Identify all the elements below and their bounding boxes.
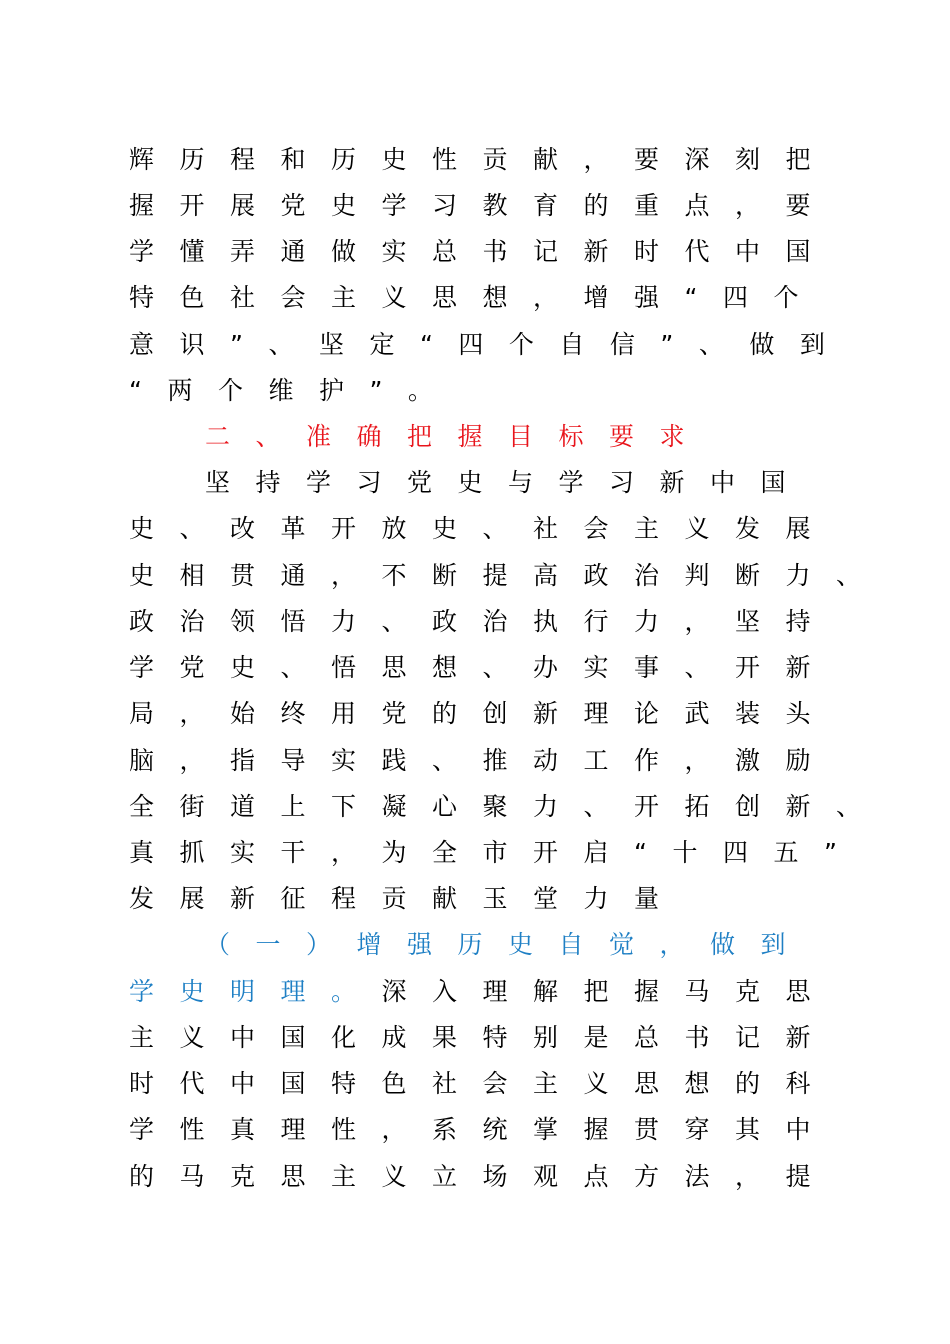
text-line <box>129 186 836 226</box>
text-segment: 坚持学习党史与学习新中国 <box>205 468 812 497</box>
text-segment: 政治领悟力、政治执行力，坚持 <box>129 607 837 636</box>
text-segment: 深入理解把握马克思 <box>381 977 837 1006</box>
text-line <box>129 879 685 919</box>
text-line <box>129 833 862 873</box>
heading-text: 二、准确把握目标要求 <box>205 422 711 451</box>
text-segment: “两个维护”。 <box>129 376 459 405</box>
text-line <box>129 972 836 1012</box>
text-segment: 学性真理性，系统掌握贯穿其中 <box>129 1115 837 1144</box>
text-segment: 意识”、坚定“四个自信”、做到 <box>129 330 851 359</box>
paragraph-first-line <box>205 463 811 503</box>
text-line <box>129 694 836 734</box>
text-line <box>129 232 836 272</box>
text-segment: 主义中国化成果特别是总书记新 <box>129 1023 837 1052</box>
text-segment: 脑，指导实践、推动工作，激励 <box>129 746 837 775</box>
subheading-text: 学史明理。 <box>129 977 382 1006</box>
text-line <box>129 602 836 642</box>
section-heading <box>205 417 710 457</box>
text-segment: 史相贯通，不断提高政治判断力、 <box>129 561 887 590</box>
text-line <box>129 556 887 596</box>
text-segment: 全街道上下凝心聚力、开拓创新、 <box>129 792 887 821</box>
text-line <box>129 371 458 411</box>
text-segment: 学党史、悟思想、办实事、开新 <box>129 653 837 682</box>
text-segment: 辉历程和历史性贡献，要深刻把 <box>129 145 837 174</box>
text-segment: 真抓实干，为全市开启“十四五” <box>129 838 863 867</box>
text-segment: 史、改革开放史、社会主义发展 <box>129 514 837 543</box>
text-line <box>129 1064 836 1104</box>
text-segment: 时代中国特色社会主义思想的科 <box>129 1069 837 1098</box>
text-line <box>129 1157 836 1197</box>
text-line <box>129 325 850 365</box>
text-line <box>129 509 836 549</box>
text-line <box>129 1110 836 1150</box>
text-segment: 握开展党史学习教育的重点，要 <box>129 191 837 220</box>
text-line <box>129 787 887 827</box>
subsection-heading <box>205 925 811 965</box>
subheading-text: （一）增强历史自觉，做到 <box>205 930 812 959</box>
text-segment: 学懂弄通做实总书记新时代中国 <box>129 237 837 266</box>
text-line <box>129 741 836 781</box>
text-segment: 特色社会主义思想，增强“四个 <box>129 283 824 312</box>
text-segment: 的马克思主义立场观点方法，提 <box>129 1162 837 1191</box>
text-line <box>129 648 836 688</box>
text-line <box>129 1018 836 1058</box>
text-segment: 局，始终用党的创新理论武装头 <box>129 699 837 728</box>
text-line <box>129 140 836 180</box>
text-segment: 发展新征程贡献玉堂力量 <box>129 884 685 913</box>
text-line <box>129 278 824 318</box>
